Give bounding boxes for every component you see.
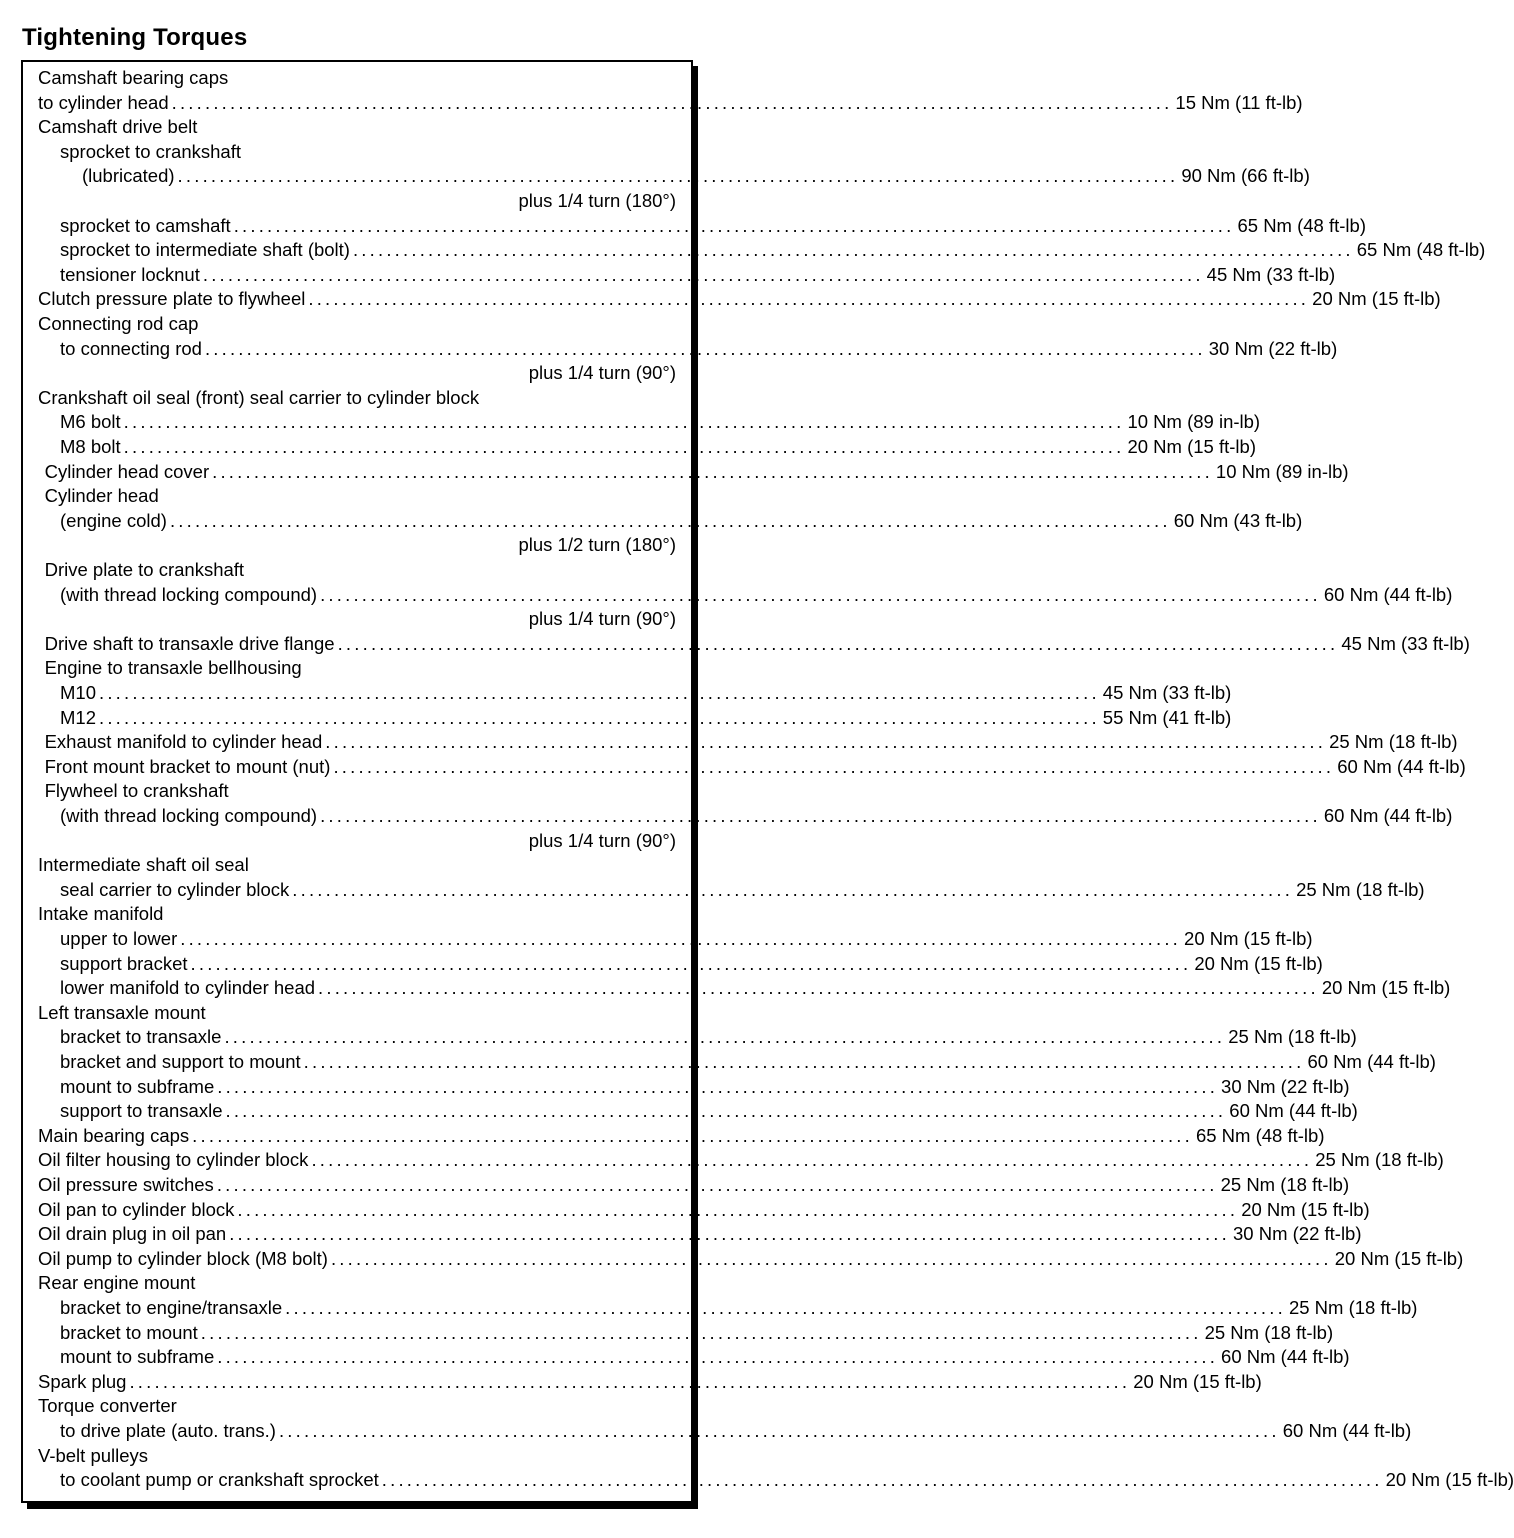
dot-leader: ........................................................................................................................ [99, 706, 1100, 728]
table-row [60, 1321, 1334, 1346]
row-label: Oil pressure switches [38, 1174, 214, 1195]
row-label: Oil filter housing to cylinder block [38, 1149, 309, 1171]
row-value: 25 Nm (18 ft-lb) [1296, 878, 1425, 900]
row-label: Intake manifold [38, 903, 164, 925]
row-label: Camshaft drive belt [38, 116, 198, 138]
table-row [60, 976, 1451, 1001]
row-value: 30 Nm (22 ft-lb) [1221, 1075, 1350, 1097]
row-label: support bracket [60, 952, 188, 974]
dot-leader: ........................................................................................................................ [123, 411, 1125, 433]
row-value: 25 Nm (18 ft-lb) [1315, 1149, 1444, 1171]
row-label: M8 bolt [60, 436, 121, 457]
table-row [60, 337, 1338, 362]
table-row [45, 484, 676, 509]
row-value: 60 Nm (44 ft-lb) [1323, 583, 1453, 605]
row-value: 45 Nm (33 ft-lb) [1206, 263, 1336, 285]
row-label: seal carrier to cylinder block [60, 878, 290, 900]
row-value: 45 Nm (33 ft-lb) [1341, 632, 1470, 654]
dot-leader: ........................................................................................................................ [200, 1321, 1202, 1343]
row-label: Oil pump to cylinder block (M8 bolt) [38, 1247, 328, 1269]
table-row [38, 853, 676, 878]
row-label: Cylinder head cover [44, 460, 210, 482]
row-label: support to transaxle [60, 1100, 223, 1122]
row-note-value: plus 1/2 turn (180°) [518, 534, 676, 556]
table-row-note [38, 189, 676, 214]
row-value: 20 Nm (15 ft-lb) [1127, 436, 1256, 457]
table-row-note [38, 533, 676, 558]
dot-leader: ........................................................................................................................ [278, 1420, 1280, 1441]
row-label: bracket to transaxle [60, 1026, 222, 1048]
table-row [60, 1075, 1350, 1100]
dot-leader: ........................................................................................................................ [318, 977, 1319, 999]
row-value: 20 Nm (15 ft-lb) [1241, 1198, 1370, 1220]
dot-leader: ........................................................................................................................ [303, 1051, 1305, 1072]
table-row [38, 386, 676, 411]
row-value: 20 Nm (15 ft-lb) [1184, 928, 1313, 949]
row-label: sprocket to intermediate shaft (bolt) [60, 239, 350, 261]
dot-leader: ........................................................................................................................ [320, 583, 1321, 605]
row-value: 65 Nm (48 ft-lb) [1356, 239, 1486, 261]
row-label: M10 [60, 682, 96, 703]
table-row [44, 730, 1458, 755]
table-row [60, 1099, 1358, 1124]
row-value: 90 Nm (66 ft-lb) [1181, 165, 1310, 187]
dot-leader: ........................................................................................................................ [381, 1469, 1383, 1491]
table-row [38, 1124, 1325, 1149]
row-label: Connecting rod cap [38, 313, 199, 334]
dot-leader: ........................................................................................................................ [233, 214, 1235, 236]
row-label: Front mount bracket to mount (nut) [44, 755, 331, 777]
table-row [60, 140, 676, 165]
table-row [60, 410, 1261, 435]
table-row [45, 558, 676, 583]
row-label: Rear engine mount [38, 1272, 196, 1294]
row-label: (lubricated) [82, 165, 175, 187]
dot-leader: ........................................................................................................................ [190, 952, 1192, 974]
dot-leader: ........................................................................................................................ [180, 928, 1182, 949]
row-label: mount to subframe [60, 1075, 215, 1097]
row-label: Spark plug [38, 1370, 127, 1392]
row-label: to connecting rod [60, 337, 202, 359]
dot-leader: ........................................................................................................................ [212, 460, 1213, 482]
dot-leader: ........................................................................................................................ [311, 1149, 1313, 1171]
row-value: 45 Nm (33 ft-lb) [1102, 682, 1232, 703]
row-label: Clutch pressure plate to flywheel [38, 288, 306, 310]
dot-leader: ........................................................................................................................ [292, 878, 1294, 900]
table-row [44, 460, 1349, 485]
row-label: to coolant pump or crankshaft sprocket [60, 1469, 379, 1491]
row-note-value: plus 1/4 turn (90°) [528, 608, 676, 630]
dot-leader: ........................................................................................................................ [229, 1223, 1230, 1245]
row-label: mount to subframe [60, 1346, 215, 1368]
row-label: Cylinder head [44, 485, 159, 507]
dot-leader: ........................................................................................................................ [129, 1370, 1131, 1392]
dot-leader: ........................................................................................................................ [123, 436, 1125, 457]
dot-leader: ........................................................................................................................ [320, 805, 1321, 826]
table-row-note [38, 361, 676, 386]
dot-leader: ........................................................................................................................ [237, 1198, 1239, 1220]
row-value: 10 Nm (89 in-lb) [1215, 460, 1349, 482]
row-label: Camshaft bearing caps [38, 67, 229, 88]
row-label: M12 [60, 706, 96, 728]
row-note-value: plus 1/4 turn (90°) [528, 829, 676, 851]
row-value: 25 Nm (18 ft-lb) [1329, 731, 1458, 753]
dot-leader: ........................................................................................................................ [224, 1026, 1226, 1048]
dot-leader: ........................................................................................................................ [171, 91, 1173, 113]
table-row [60, 681, 1232, 706]
row-label: M6 bolt [60, 411, 121, 433]
table-row [60, 238, 1486, 263]
table-row [60, 1025, 1357, 1050]
dot-leader: ........................................................................................................................ [204, 337, 1206, 359]
table-row [38, 1394, 676, 1419]
table-row [38, 1222, 1362, 1247]
table-row [60, 1468, 1514, 1493]
table-row [82, 164, 1310, 189]
table-row [60, 1296, 1418, 1321]
row-label: bracket to mount [60, 1321, 198, 1343]
dot-leader: ........................................................................................................................ [352, 239, 1354, 261]
row-value: 20 Nm (15 ft-lb) [1321, 977, 1451, 999]
row-label: Crankshaft oil seal (front) seal carrier to cylinder block [38, 386, 480, 408]
dot-leader: ........................................................................................................................ [216, 1174, 1218, 1195]
table-row [60, 263, 1336, 288]
dot-leader: ........................................................................................................................ [217, 1075, 1219, 1097]
row-value: 60 Nm (44 ft-lb) [1307, 1051, 1436, 1072]
row-value: 65 Nm (48 ft-lb) [1195, 1124, 1325, 1146]
dot-leader: ........................................................................................................................ [177, 165, 1179, 187]
row-label: lower manifold to cylinder head [60, 977, 316, 999]
row-value: 60 Nm (43 ft-lb) [1173, 509, 1303, 531]
row-label: Drive shaft to transaxle drive flange [44, 632, 335, 654]
dot-leader: ........................................................................................................................ [333, 755, 1335, 777]
row-value: 10 Nm (89 in-lb) [1127, 411, 1261, 433]
table-row [45, 779, 676, 804]
table-row [60, 435, 1256, 460]
dot-leader: ........................................................................................................................ [99, 682, 1100, 703]
row-value: 20 Nm (15 ft-lb) [1194, 952, 1323, 974]
table-row [38, 1271, 676, 1296]
row-value: 15 Nm (11 ft-lb) [1175, 91, 1303, 113]
row-label: (engine cold) [60, 509, 167, 531]
dot-leader: ........................................................................................................................ [217, 1346, 1219, 1368]
table-row [60, 1419, 1412, 1444]
table-row [60, 706, 1232, 731]
row-value: 30 Nm (22 ft-lb) [1233, 1223, 1362, 1245]
table-row [38, 1444, 676, 1469]
table-row [60, 509, 1303, 534]
table-row [60, 804, 1453, 829]
row-value: 25 Nm (18 ft-lb) [1288, 1297, 1418, 1318]
table-row [38, 91, 1303, 116]
table-row [44, 632, 1470, 657]
dot-leader: ........................................................................................................................ [169, 509, 1171, 531]
row-value: 25 Nm (18 ft-lb) [1220, 1174, 1350, 1195]
table-row [60, 1345, 1350, 1370]
row-label: Torque converter [38, 1395, 177, 1417]
row-label: Oil drain plug in oil pan [38, 1223, 227, 1245]
row-label: sprocket to crankshaft [60, 140, 241, 162]
table-row [38, 66, 676, 91]
row-label: bracket to engine/transaxle [60, 1297, 283, 1318]
table-row [60, 952, 1323, 977]
table-row [38, 115, 676, 140]
row-value: 25 Nm (18 ft-lb) [1228, 1026, 1357, 1048]
row-note-value: plus 1/4 turn (180°) [518, 190, 676, 211]
row-label: upper to lower [60, 928, 178, 949]
table-row [38, 1001, 676, 1026]
row-value: 60 Nm (44 ft-lb) [1323, 805, 1453, 826]
box-shadow-bottom [27, 1503, 698, 1509]
row-value: 20 Nm (15 ft-lb) [1334, 1247, 1464, 1269]
row-label: Engine to transaxle bellhousing [44, 657, 302, 679]
row-value: 65 Nm (48 ft-lb) [1237, 214, 1366, 236]
table-row [60, 927, 1313, 952]
dot-leader: ........................................................................................................................ [225, 1100, 1227, 1122]
row-label: to drive plate (auto. trans.) [60, 1420, 276, 1441]
table-row [38, 902, 676, 927]
table-row [60, 1050, 1436, 1075]
table-row [38, 1198, 1370, 1223]
dot-leader: ........................................................................................................................ [285, 1297, 1286, 1318]
table-row [60, 583, 1453, 608]
row-label: Drive plate to crankshaft [44, 559, 245, 580]
row-label: V-belt pulleys [38, 1444, 149, 1466]
dot-leader: ........................................................................................................................ [192, 1124, 1193, 1146]
dot-leader: ........................................................................................................................ [202, 263, 1204, 285]
table-row [45, 656, 676, 681]
row-value: 55 Nm (41 ft-lb) [1102, 706, 1232, 728]
row-note-value: plus 1/4 turn (90°) [528, 362, 676, 384]
dot-leader: ........................................................................................................................ [337, 632, 1339, 654]
table-row [38, 1148, 1444, 1173]
row-value: 60 Nm (44 ft-lb) [1282, 1420, 1412, 1441]
row-value: 25 Nm (18 ft-lb) [1204, 1321, 1334, 1343]
row-label: Intermediate shaft oil seal [38, 854, 249, 876]
table-row-note [38, 829, 676, 854]
row-value: 60 Nm (44 ft-lb) [1229, 1100, 1358, 1122]
row-value: 20 Nm (15 ft-lb) [1385, 1469, 1514, 1491]
table-row [38, 287, 1441, 312]
row-label: (with thread locking compound) [60, 805, 318, 826]
dot-leader: ........................................................................................................................ [308, 288, 1310, 310]
row-label: sprocket to camshaft [60, 214, 231, 236]
table-row [38, 312, 676, 337]
table-row-note [38, 607, 676, 632]
row-label: Main bearing caps [38, 1124, 190, 1146]
dot-leader: ........................................................................................................................ [325, 731, 1327, 753]
row-label: to cylinder head [38, 91, 169, 113]
table-row [38, 1247, 1464, 1272]
table-row [38, 1173, 1350, 1198]
row-label: bracket and support to mount [60, 1051, 301, 1072]
dot-leader: ........................................................................................................................ [330, 1247, 1332, 1269]
row-label: tensioner locknut [60, 263, 200, 285]
page-title: Tightening Torques [22, 24, 248, 51]
table-row [38, 1370, 1262, 1395]
row-label: Exhaust manifold to cylinder head [44, 731, 323, 753]
row-label: Oil pan to cylinder block [38, 1198, 235, 1220]
row-value: 60 Nm (44 ft-lb) [1221, 1346, 1350, 1368]
table-row [44, 755, 1466, 780]
row-value: 20 Nm (15 ft-lb) [1133, 1370, 1262, 1392]
row-value: 60 Nm (44 ft-lb) [1337, 755, 1466, 777]
row-value: 30 Nm (22 ft-lb) [1208, 337, 1338, 359]
row-value: 20 Nm (15 ft-lb) [1312, 288, 1441, 310]
row-label: Left transaxle mount [38, 1001, 206, 1023]
row-label: (with thread locking compound) [60, 583, 318, 605]
table-row [60, 878, 1425, 903]
row-label: Flywheel to crankshaft [44, 780, 229, 802]
table-row [60, 214, 1366, 239]
